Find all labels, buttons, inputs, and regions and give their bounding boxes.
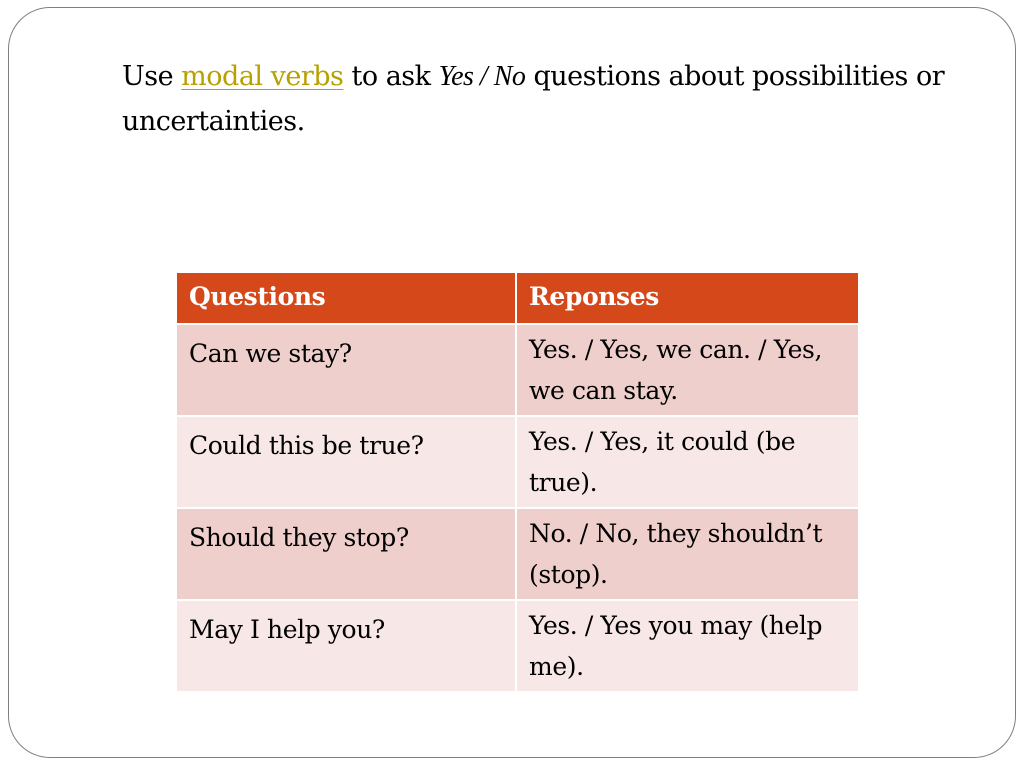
table-row xyxy=(176,324,859,416)
intro-no: No xyxy=(493,61,526,92)
question-cell: Can we stay? xyxy=(176,324,516,416)
table-row xyxy=(176,600,859,692)
intro-text-part1: Use xyxy=(122,61,182,92)
question-cell: Could this be true? xyxy=(176,416,516,508)
table-header-row xyxy=(176,272,859,324)
table-row xyxy=(176,508,859,600)
intro-paragraph xyxy=(122,54,992,144)
response-cell: No. / No, they shouldn’t (stop). xyxy=(516,508,859,600)
question-cell: May I help you? xyxy=(176,600,516,692)
response-cell: Yes. / Yes, we can. / Yes, we can stay. xyxy=(516,324,859,416)
intro-text-part2: to ask xyxy=(343,61,439,92)
intro-yes: Yes xyxy=(438,61,474,92)
modal-verbs-table xyxy=(175,271,860,693)
modal-verbs-link[interactable]: modal verbs xyxy=(181,61,344,92)
question-cell: Should they stop? xyxy=(176,508,516,600)
table-row xyxy=(176,416,859,508)
intro-text-part3: questions about possibilities or uncertainties. xyxy=(122,61,945,137)
intro-slash: / xyxy=(473,61,494,92)
header-responses: Reponses xyxy=(516,272,859,324)
response-cell: Yes. / Yes, it could (be true). xyxy=(516,416,859,508)
response-cell: Yes. / Yes you may (help me). xyxy=(516,600,859,692)
header-questions: Questions xyxy=(176,272,516,324)
